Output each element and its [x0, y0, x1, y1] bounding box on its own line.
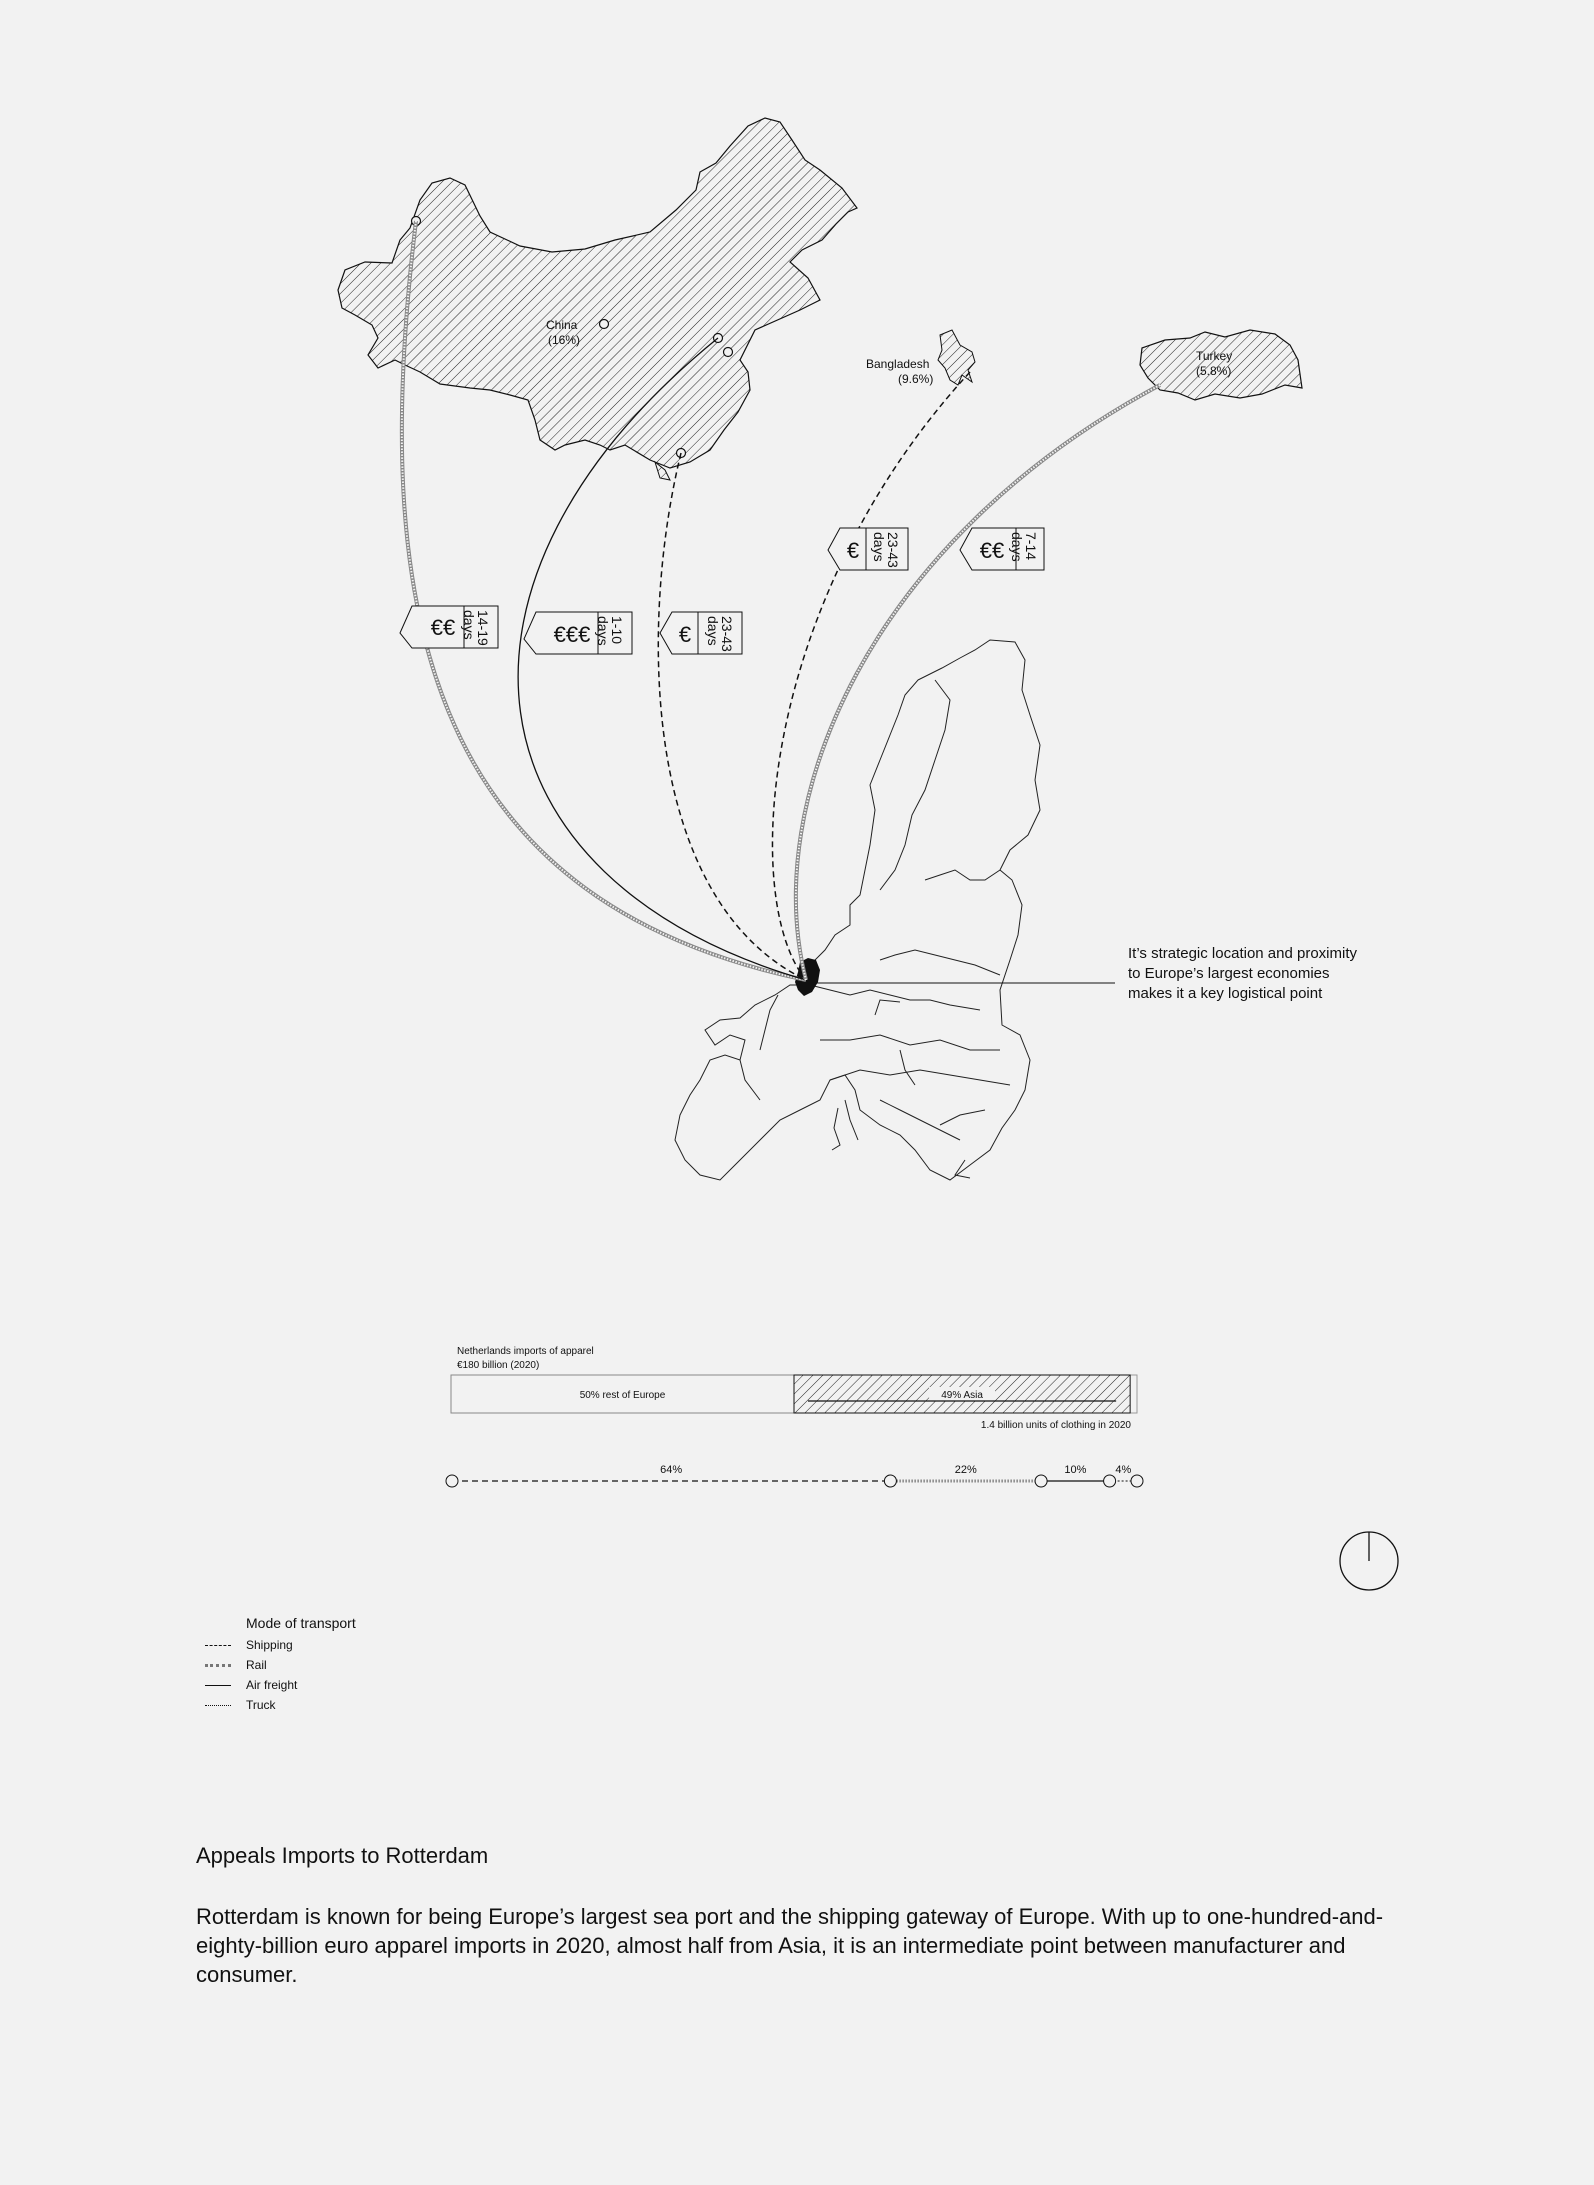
- transport-node: [1131, 1475, 1143, 1487]
- rail-line-icon: [205, 1664, 231, 1667]
- clock-icon: [1340, 1532, 1398, 1590]
- tag-shipping-china-price: €: [678, 622, 692, 647]
- tag-truck-turkey: [960, 528, 1044, 570]
- legend-item-air: [205, 1675, 356, 1695]
- tag-shipping-bangladesh-days: 23-43: [885, 532, 901, 568]
- tag-rail-days: 14-19: [475, 610, 491, 646]
- tag-shipping-china-days: 23-43: [719, 616, 735, 652]
- legend-item-rail: [205, 1655, 356, 1675]
- legend-label-truck: Truck: [246, 1698, 276, 1712]
- tag-air-price: €€€: [553, 622, 591, 647]
- transport-split: [446, 1464, 1143, 1487]
- imports-total: €180 billion (2020): [457, 1360, 540, 1371]
- imports-bar: [451, 1375, 1130, 1413]
- china-share: (16%): [548, 333, 581, 347]
- legend-item-truck: [205, 1695, 356, 1715]
- section-heading: Appeals Imports to Rotterdam: [196, 1843, 489, 1868]
- shipping-line-icon: [205, 1645, 231, 1646]
- europe-shape: [675, 640, 1040, 1180]
- annotation-text: It’s strategic location and proximity to Europe’s largest economies makes it a key logistical point: [1128, 945, 1357, 1002]
- bangladesh-share: (9.6%): [898, 372, 934, 386]
- transport-node: [1104, 1475, 1116, 1487]
- imports-asia-label: 49% Asia: [941, 1390, 983, 1401]
- legend: [205, 1615, 356, 1715]
- tag-shipping-bangladesh-unit: days: [871, 532, 887, 562]
- legend-item-shipping: [205, 1635, 356, 1655]
- imports-title: Netherlands imports of apparel: [457, 1346, 594, 1357]
- tag-shipping-china-unit: days: [705, 616, 721, 646]
- tag-truck-price: €€: [979, 538, 1005, 563]
- china-shape: [338, 118, 857, 480]
- transport-label-truck: 4%: [1115, 1464, 1132, 1476]
- transport-label-air: 10%: [1064, 1464, 1087, 1476]
- legend-label-air: Air freight: [246, 1678, 298, 1692]
- tag-air-unit: days: [595, 616, 611, 646]
- tag-air-china: [524, 612, 632, 654]
- tag-rail-price: €€: [430, 615, 456, 640]
- imports-europe-label: 50% rest of Europe: [579, 1390, 666, 1401]
- turkey-label: Turkey: [1196, 349, 1233, 363]
- turkey-share: (5.8%): [1196, 364, 1232, 378]
- tag-rail-china: [400, 606, 498, 648]
- china-label: China: [546, 318, 578, 332]
- tag-shipping-bangladesh: [828, 528, 908, 570]
- air-line-icon: [205, 1685, 231, 1686]
- bangladesh-label: Bangladesh: [866, 357, 930, 371]
- tag-shipping-china: [660, 612, 742, 654]
- tag-shipping-bangladesh-price: €: [846, 538, 860, 563]
- truck-line-icon: [205, 1705, 231, 1706]
- tag-air-days: 1-10: [609, 616, 625, 645]
- transport-node: [446, 1475, 458, 1487]
- legend-title: Mode of transport: [246, 1615, 356, 1631]
- bangladesh-shape: [938, 330, 975, 385]
- tag-rail-unit: days: [461, 610, 477, 640]
- transport-label-rail: 22%: [954, 1464, 977, 1476]
- legend-label-rail: Rail: [246, 1658, 267, 1672]
- legend-label-shipping: Shipping: [246, 1638, 293, 1652]
- transport-label-shipping: 64%: [660, 1464, 683, 1476]
- section-body: Rotterdam is known for being Europe’s largest sea port and the shipping gateway of Europe. With up to one-hundred-and-eighty-billion euro apparel imports in 2020, almost half from Asia, it is an intermediate point between manufacturer and consumer.: [196, 1904, 1384, 1987]
- imports-units-label: 1.4 billion units of clothing in 2020: [980, 1420, 1131, 1431]
- transport-node: [1035, 1475, 1047, 1487]
- tag-truck-days: 7-14: [1023, 532, 1039, 561]
- tag-truck-unit: days: [1009, 532, 1025, 562]
- transport-node: [884, 1475, 896, 1487]
